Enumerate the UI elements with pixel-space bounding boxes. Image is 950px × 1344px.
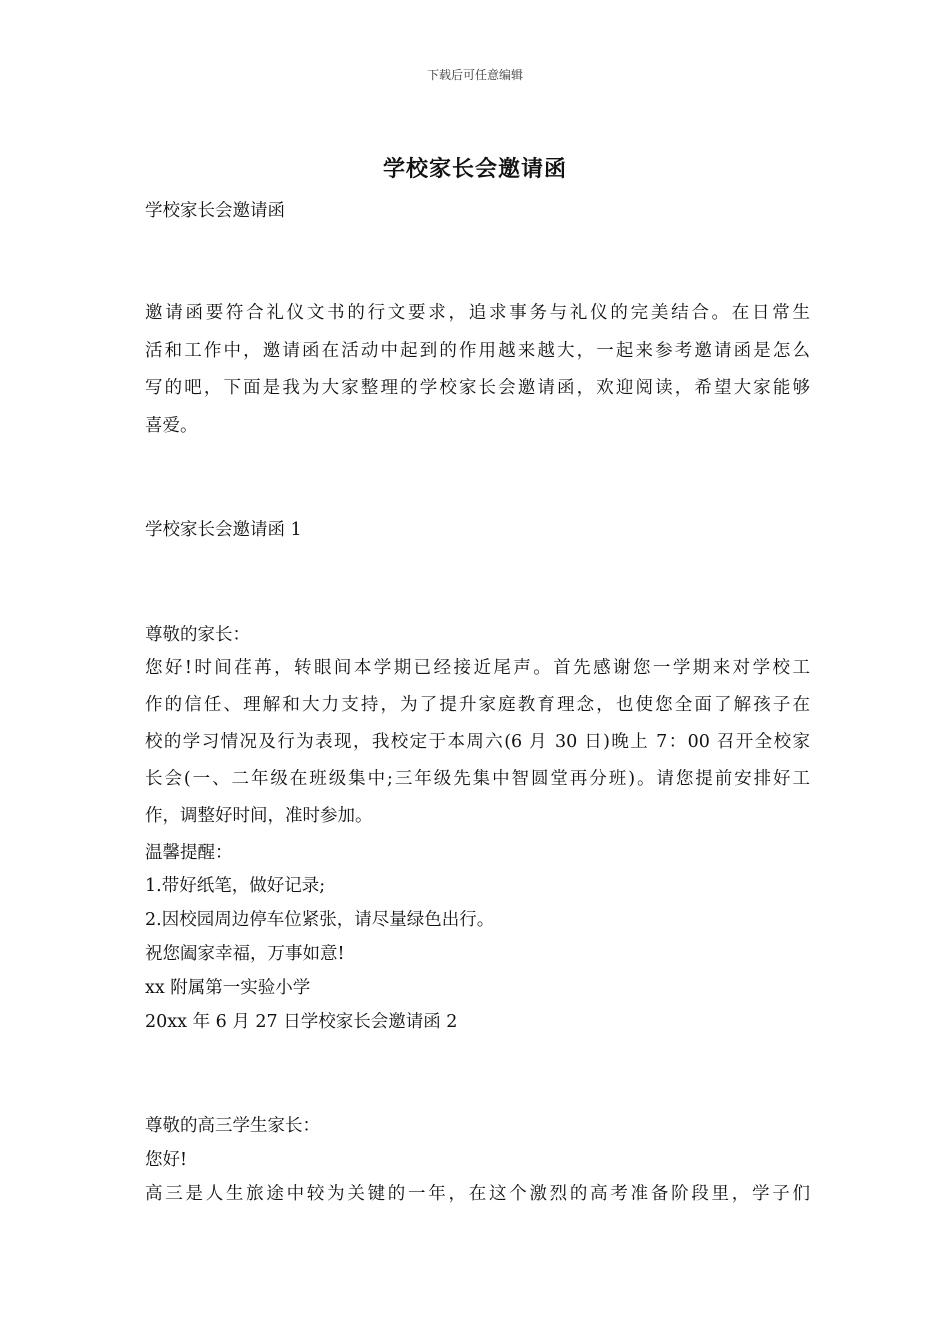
- letter1-reminder-item: 2.因校园周边停车位紧张，请尽量绿色出行。: [145, 910, 495, 930]
- letter1-reminder-item: 1.带好纸笔，做好记录;: [145, 876, 326, 896]
- document-subtitle: 学校家长会邀请函: [145, 201, 285, 221]
- letter1-closing: 祝您阖家幸福，万事如意!: [145, 944, 345, 964]
- intro-line: 写的吧，下面是我为大家整理的学校家长会邀请函，欢迎阅读，希望大家能够: [145, 378, 810, 398]
- header-note: 下载后可任意编辑: [426, 68, 523, 82]
- document-title: 学校家长会邀请函: [382, 156, 567, 182]
- letter1-reminder-title: 温馨提醒：: [145, 843, 233, 863]
- section-heading: 学校家长会邀请函 1: [145, 520, 302, 540]
- intro-line: 邀请函要符合礼仪文书的行文要求，追求事务与礼仪的完美结合。在日常生: [145, 303, 810, 323]
- letter2-salutation: 尊敬的高三学生家长：: [145, 1116, 320, 1136]
- intro-line: 喜爱。: [145, 416, 198, 436]
- intro-line: 活和工作中，邀请函在活动中起到的作用越来越大，一起来参考邀请函是怎么: [145, 341, 810, 361]
- letter2-greeting: 您好!: [145, 1150, 188, 1170]
- letter2-body-line: 高三是人生旅途中较为关键的一年，在这个激烈的高考准备阶段里，学子们: [145, 1184, 810, 1204]
- letter1-date-line: 20xx 年 6 月 27 日学校家长会邀请函 2: [145, 1012, 458, 1032]
- letter1-signature: xx 附属第一实验小学: [145, 978, 311, 998]
- letter1-body-line: 作的信任、理解和大力支持，为了提升家庭教育理念，也使您全面了解孩子在: [145, 695, 810, 715]
- letter1-body-line: 您好!时间荏苒，转眼间本学期已经接近尾声。首先感谢您一学期来对学校工: [145, 658, 810, 678]
- letter1-body-line: 校的学习情况及行为表现，我校定于本周六(6 月 30 日)晚上 7：00 召开全校家: [145, 732, 810, 752]
- letter1-body-line: 长会(一、二年级在班级集中;三年级先集中智圆堂再分班)。请您提前安排好工: [145, 769, 810, 789]
- letter1-salutation: 尊敬的家长：: [145, 625, 250, 645]
- letter1-body-line: 作，调整好时间，准时参加。: [145, 806, 373, 826]
